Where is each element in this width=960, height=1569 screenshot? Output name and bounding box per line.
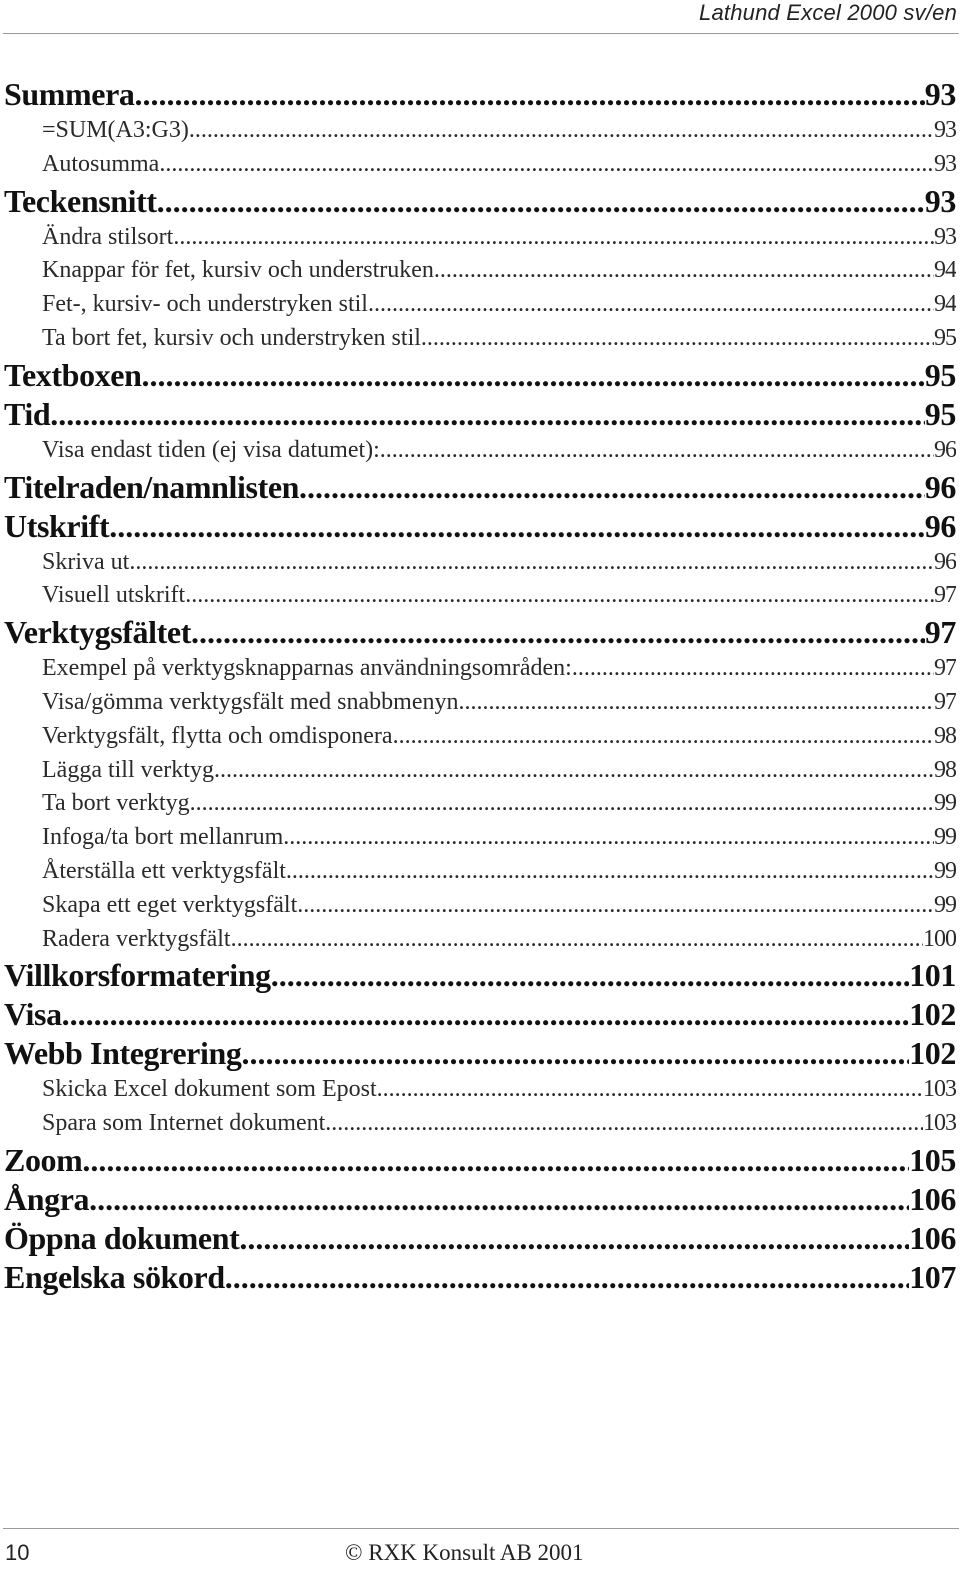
toc-entry-label: Visa xyxy=(4,996,62,1033)
dot-leader xyxy=(159,148,934,182)
toc-entry-label: Villkorsformatering xyxy=(4,957,271,994)
toc-subentry[interactable] xyxy=(4,889,956,923)
toc-subentry[interactable] xyxy=(4,579,956,613)
dot-leader xyxy=(89,1180,909,1219)
toc-entry-label: =SUM(A3:G3) xyxy=(42,117,189,143)
toc-entry-page: 105 xyxy=(909,1141,956,1178)
toc-entry-label: Skapa ett eget verktygsfält xyxy=(42,891,298,918)
toc-entry-label: Infoga/ta bort mellanrum xyxy=(42,824,284,851)
toc-entry-page: 93 xyxy=(924,76,956,112)
toc-entry-page: 106 xyxy=(909,1180,956,1217)
toc-entry-label: Återställa ett verktygsfält xyxy=(42,857,286,884)
toc-entry-page: 97 xyxy=(924,614,956,651)
dot-leader xyxy=(297,889,934,923)
dot-leader xyxy=(231,923,923,957)
toc-entry-label: Ångra xyxy=(4,1180,90,1217)
dot-leader xyxy=(82,1141,909,1180)
toc-entry-label: Teckensnitt xyxy=(4,182,157,219)
toc-subentry[interactable] xyxy=(4,787,956,821)
toc-entry-page: 95 xyxy=(934,324,956,351)
toc-subentry[interactable] xyxy=(4,221,956,255)
dot-leader xyxy=(393,720,934,754)
toc-heading-entry[interactable] xyxy=(4,1258,956,1297)
toc-entry-page: 99 xyxy=(934,857,956,884)
dot-leader xyxy=(173,221,934,255)
toc-entry-label: Ta bort verktyg xyxy=(42,790,190,817)
dot-leader xyxy=(271,956,909,995)
toc-entry-label: Ta bort fet, kursiv och understryken stil xyxy=(42,324,421,351)
dot-leader xyxy=(141,356,924,395)
toc-entry-page: 103 xyxy=(923,1076,956,1103)
toc-heading-entry[interactable] xyxy=(4,75,956,114)
toc-entry-page: 96 xyxy=(924,468,956,505)
dot-leader xyxy=(214,754,934,788)
dot-leader xyxy=(239,1219,909,1258)
dot-leader xyxy=(377,1073,923,1107)
toc-entry-label: Visa endast tiden (ej visa datumet): xyxy=(42,436,380,463)
toc-entry-page: 99 xyxy=(934,790,956,817)
toc-entry-page: 97 xyxy=(934,688,956,715)
toc-entry-label: Webb Integrering xyxy=(4,1035,242,1072)
dot-leader xyxy=(286,855,934,889)
dot-leader xyxy=(135,75,925,114)
toc-entry-label: Titelraden/namnlisten xyxy=(4,468,300,505)
dot-leader xyxy=(50,395,925,434)
toc-entry-label: Tid xyxy=(4,395,51,432)
toc-subentry[interactable] xyxy=(4,322,956,356)
dot-leader xyxy=(189,114,934,148)
toc-entry-page: 99 xyxy=(934,824,956,851)
toc-entry-page: 93 xyxy=(934,150,956,177)
toc-entry-page: 96 xyxy=(934,436,956,463)
dot-leader xyxy=(190,787,934,821)
toc-entry-label: Visuell utskrift xyxy=(42,582,186,609)
dot-leader xyxy=(380,434,934,468)
toc-subentry[interactable] xyxy=(4,546,956,580)
page-header xyxy=(0,0,960,34)
toc-entry-page: 99 xyxy=(934,891,956,918)
toc-entry-label: Radera verktygsfält xyxy=(42,925,231,952)
toc-entry-label: Skriva ut xyxy=(42,548,130,575)
toc-entry-label: Utskrift xyxy=(4,507,110,544)
dot-leader xyxy=(299,468,925,507)
dot-leader xyxy=(157,182,925,221)
toc-entry-page: 100 xyxy=(923,925,956,952)
toc-heading-entry[interactable] xyxy=(4,395,956,434)
toc-entry-page: 95 xyxy=(924,395,956,432)
toc-heading-entry[interactable] xyxy=(4,182,956,221)
dot-leader xyxy=(283,821,934,855)
toc-entry-page: 103 xyxy=(923,1110,956,1137)
toc-entry-page: 97 xyxy=(934,655,956,682)
toc-subentry[interactable] xyxy=(4,288,956,322)
toc-entry-page: 96 xyxy=(934,548,956,575)
table-of-contents xyxy=(4,75,956,1297)
toc-heading-entry[interactable] xyxy=(4,1180,956,1219)
toc-entry-label: Verktygsfältet xyxy=(4,614,191,651)
toc-entry-page: 94 xyxy=(934,257,956,284)
dot-leader xyxy=(241,1034,909,1073)
dot-leader xyxy=(62,995,910,1034)
copyright-notice: © RXK Konsult AB 2001 xyxy=(345,1540,584,1565)
toc-entry-label: Textboxen xyxy=(4,356,142,393)
toc-heading-entry[interactable] xyxy=(4,613,956,652)
toc-entry-page: 93 xyxy=(934,117,956,143)
toc-entry-page: 93 xyxy=(934,223,956,250)
toc-subentry[interactable] xyxy=(4,754,956,788)
dot-leader xyxy=(109,507,925,546)
dot-leader xyxy=(191,613,925,652)
toc-entry-label: Verktygsfält, flytta och omdisponera xyxy=(42,722,393,749)
toc-entry-page: 96 xyxy=(924,507,956,544)
toc-entry-page: 94 xyxy=(934,291,956,318)
toc-subentry[interactable] xyxy=(4,686,956,720)
toc-heading-entry[interactable] xyxy=(4,1034,956,1073)
toc-subentry[interactable] xyxy=(4,923,956,957)
toc-entry-label: Lägga till verktyg xyxy=(42,756,214,783)
footer-divider xyxy=(3,1528,959,1529)
toc-entry-page: 102 xyxy=(909,1035,956,1072)
document-title: Lathund Excel 2000 sv/en xyxy=(699,0,957,25)
dot-leader xyxy=(421,322,934,356)
toc-heading-entry[interactable] xyxy=(4,507,956,546)
toc-heading-entry[interactable] xyxy=(4,956,956,995)
dot-leader xyxy=(325,1107,923,1141)
dot-leader xyxy=(225,1258,909,1297)
toc-entry-label: Fet-, kursiv- och understryken stil xyxy=(42,291,368,318)
page-footer xyxy=(0,1528,960,1569)
toc-subentry[interactable] xyxy=(4,114,956,148)
toc-subentry[interactable] xyxy=(4,1107,956,1141)
toc-subentry[interactable] xyxy=(4,855,956,889)
toc-entry-label: Autosumma xyxy=(42,150,160,177)
toc-subentry[interactable] xyxy=(4,1073,956,1107)
toc-entry-label: Engelska sökord xyxy=(4,1258,225,1295)
toc-entry-label: Visa/gömma verktygsfält med snabbmenyn xyxy=(42,688,459,715)
toc-heading-entry[interactable] xyxy=(4,995,956,1034)
dot-leader xyxy=(185,579,934,613)
page-number: 10 xyxy=(5,1540,30,1565)
toc-subentry[interactable] xyxy=(4,652,956,686)
toc-entry-label: Spara som Internet dokument xyxy=(42,1110,326,1137)
header-divider xyxy=(3,33,959,34)
toc-entry-page: 97 xyxy=(934,582,956,609)
toc-entry-page: 106 xyxy=(909,1219,956,1256)
toc-subentry[interactable] xyxy=(4,821,956,855)
toc-entry-page: 102 xyxy=(909,996,956,1033)
toc-heading-entry[interactable] xyxy=(4,1219,956,1258)
toc-entry-label: Knappar för fet, kursiv och understruken xyxy=(42,257,434,284)
dot-leader xyxy=(572,652,934,686)
toc-entry-label: Summera xyxy=(4,76,135,112)
toc-heading-entry[interactable] xyxy=(4,356,956,395)
toc-subentry[interactable] xyxy=(4,720,956,754)
toc-entry-page: 93 xyxy=(924,182,956,219)
dot-leader xyxy=(434,254,934,288)
toc-subentry[interactable] xyxy=(4,434,956,468)
dot-leader xyxy=(368,288,934,322)
toc-heading-entry[interactable] xyxy=(4,468,956,507)
toc-heading-entry[interactable] xyxy=(4,1141,956,1180)
toc-entry-label: Zoom xyxy=(4,1141,83,1178)
toc-entry-page: 98 xyxy=(934,756,956,783)
toc-subentry[interactable] xyxy=(4,254,956,288)
toc-entry-label: Ändra stilsort xyxy=(42,223,174,250)
toc-entry-page: 98 xyxy=(934,722,956,749)
toc-entry-page: 107 xyxy=(909,1258,956,1295)
toc-entry-label: Exempel på verktygsknapparnas användningsområden: xyxy=(42,655,572,682)
toc-entry-page: 95 xyxy=(924,356,956,393)
toc-entry-label: Öppna dokument xyxy=(4,1219,240,1256)
dot-leader xyxy=(458,686,934,720)
toc-entry-page: 101 xyxy=(909,957,956,994)
dot-leader xyxy=(129,546,934,580)
toc-subentry[interactable] xyxy=(4,148,956,182)
toc-entry-label: Skicka Excel dokument som Epost xyxy=(42,1076,377,1103)
